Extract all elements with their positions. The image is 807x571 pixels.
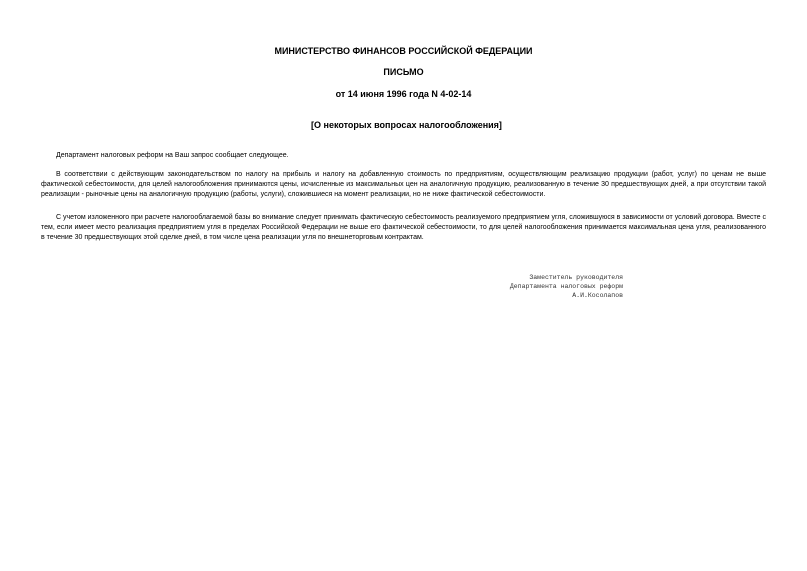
signature-title: Заместитель руководителя (529, 274, 623, 281)
ministry-heading: МИНИСТЕРСТВО ФИНАНСОВ РОССИЙСКОЙ ФЕДЕРАЦИИ (274, 46, 533, 56)
signature-name: А.И.Косолапов (572, 292, 623, 299)
signature-department: Департамента налоговых реформ (509, 283, 623, 290)
signature-block (510, 273, 623, 300)
paragraph-intro: Департамент налоговых реформ на Ваш запрос сообщает следующее. (56, 152, 289, 159)
document-date-line: от 14 июня 1996 года N 4-02-14 (335, 89, 472, 99)
document-subject: [О некоторых вопросах налогообложения] (311, 120, 502, 130)
paragraph-legislation: В соответствии с действующим законодательством по налогу на прибыль и налогу на добавленную стоимость по предприятиям, осуществляющим реализацию продукции (работ, услуг) по ценам не выше фактической себестоимости, для целей налогообложения принимаются цены, исчисленные из максимальных цен на аналогичную продукцию, реализованную в течение 30 предшествующих дней, а при отсутствии такой реализации - рыночные цены на аналогичную продукцию (работы, услуги), сложившиеся на момент реализации, но не ниже фактической себестоимости. (41, 171, 766, 198)
paragraph-coal-pricing: С учетом изложенного при расчете налогооблагаемой базы во внимание следует принимать фактическую себестоимость реализуемого предприятием угля, сложившуюся в зависимости от условий договора. Вместе с тем, если имеет место реализация предприятием угля в пределах Российской Федерации не выше его фактической себестоимости, то для целей налогообложения принимается максимальная цена угля, реализованного в течение 30 предшествующих этой сделке дней, в том числе цена реализации угля по внешнеторговым контрактам. (41, 214, 766, 241)
document-type-heading: ПИСЬМО (383, 67, 424, 77)
